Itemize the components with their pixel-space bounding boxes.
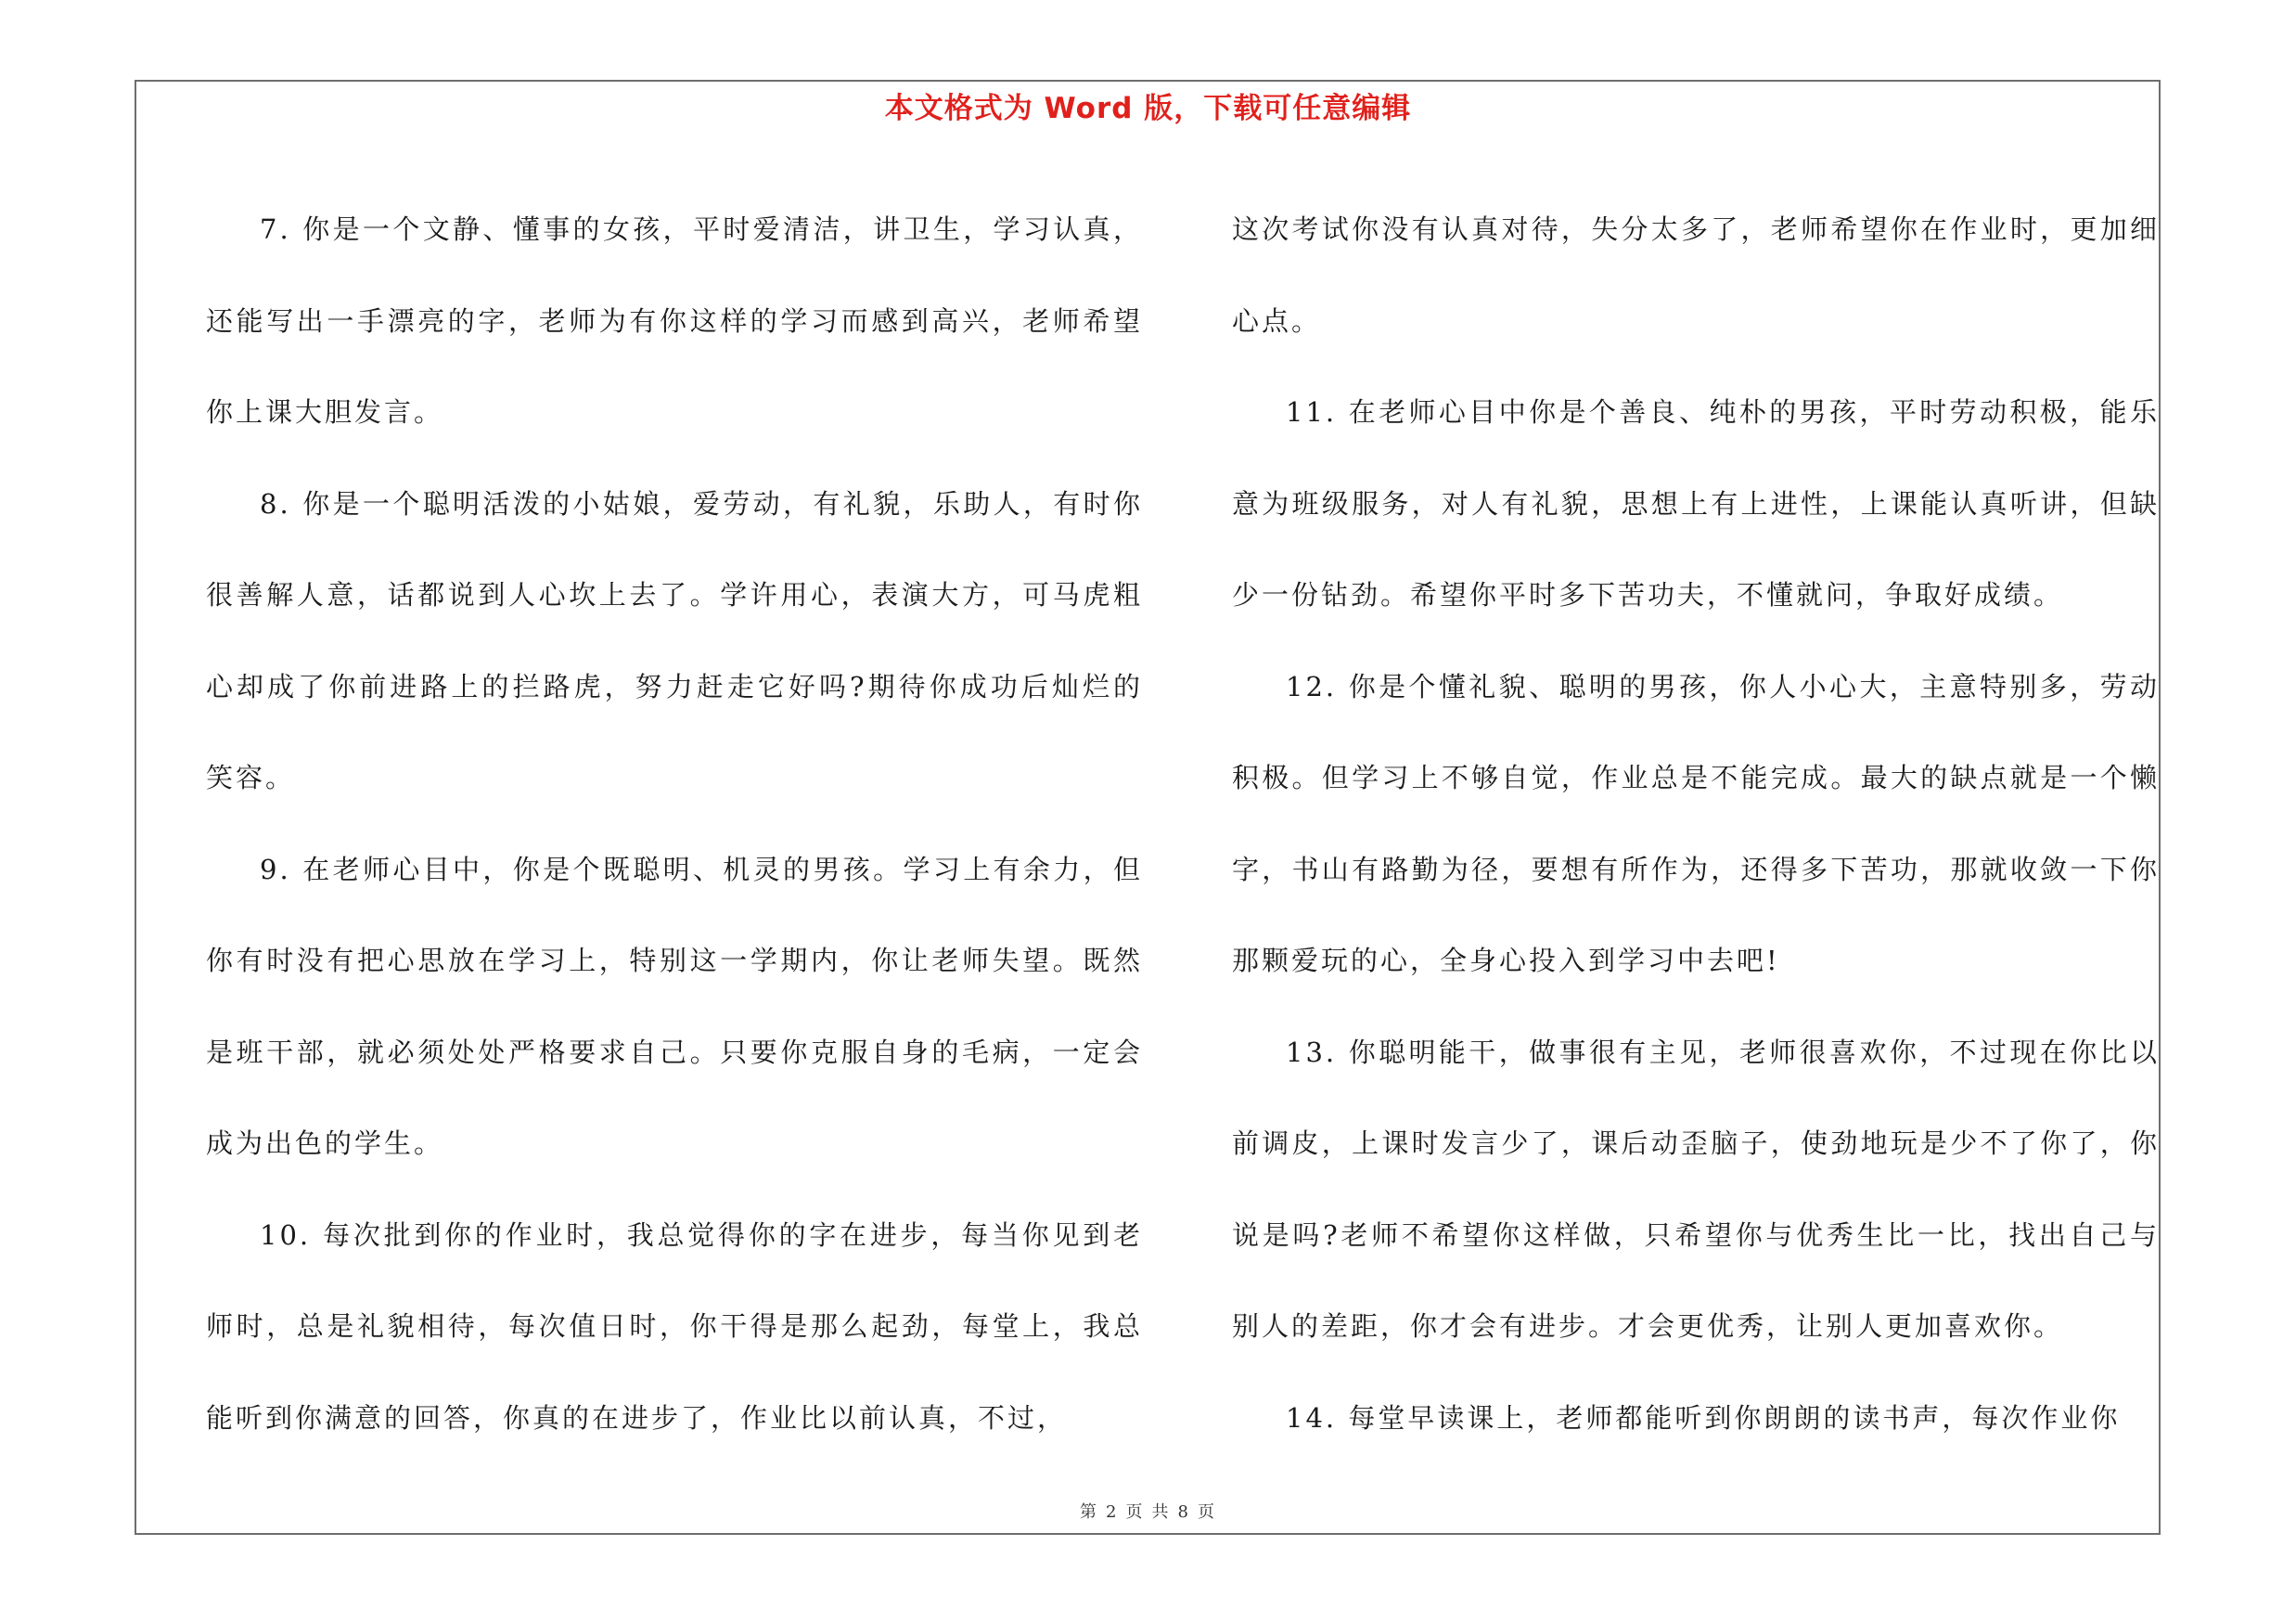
left-column [206, 184, 1143, 1446]
paragraph-8: 8. 你是一个聪明活泼的小姑娘，爱劳动，有礼貌，乐助人，有时你很善解人意，话都说到人心坎上去了。学许用心，表演大方，可马虎粗心却成了你前进路上的拦路虎，努力赶走它好吗?期待你成功后灿烂的笑容。 [206, 487, 1143, 793]
paragraph-14: 14. 每堂早读课上，老师都能听到你朗朗的读书声，每次作业你 [1286, 1401, 2121, 1434]
paragraph-12: 12. 你是个懂礼貌、聪明的男孩，你人小心大，主意特别多，劳动积极。但学习上不够自觉，作业总是不能完成。最大的缺点就是一个懒字，书山有路勤为径，要想有所作为，还得多下苦功，那就收敛一下你那颗爱玩的心，全身心投入到学习中去吧! [1232, 670, 2160, 976]
footer-total-pages: 8 [1177, 1502, 1190, 1522]
document-banner: 本文格式为 Word 版，下载可任意编辑 [884, 92, 1412, 125]
paragraph-10: 10. 每次批到你的作业时，我总觉得你的字在进步，每当你见到老师时，总是礼貌相待，每次值日时，你干得是那么起劲，每堂上，我总能听到你满意的回答，你真的在进步了，作业比以前认真，不过， [206, 1218, 1143, 1434]
footer-label-total: 共 [1151, 1502, 1171, 1522]
footer-current-page: 2 [1106, 1502, 1119, 1522]
paragraph-13: 13. 你聪明能干，做事很有主见，老师很喜欢你，不过现在你比以前调皮，上课时发言少了，课后动歪脑子，使劲地玩是少不了你了，你说是吗?老师不希望你这样做，只希望你与优秀生比一比，找出自己与别人的差距，你才会有进步。才会更优秀，让别人更加喜欢你。 [1232, 1036, 2160, 1342]
paragraph-11: 11. 在老师心目中你是个善良、纯朴的男孩，平时劳动积极，能乐意为班级服务，对人有礼貌，思想上有上进性，上课能认真听讲，但缺少一份钻劲。希望你平时多下苦功夫，不懂就问，争取好成绩。 [1232, 396, 2160, 611]
paragraph-9: 9. 在老师心目中，你是个既聪明、机灵的男孩。学习上有余力，但你有时没有把心思放在学习上，特别这一学期内，你让老师失望。既然是班干部，就必须处处严格要求自己。只要你克服自身的毛病，一定会成为出色的学生。 [206, 853, 1143, 1159]
right-column [1232, 184, 2160, 1446]
paragraph-7: 7. 你是一个文静、懂事的女孩，平时爱清洁，讲卫生，学习认真，还能写出一手漂亮的字，老师为有你这样的学习而感到高兴，老师希望你上课大胆发言。 [206, 213, 1143, 428]
footer-label-unit-2: 页 [1197, 1502, 1216, 1522]
footer-label-page: 第 [1080, 1502, 1099, 1522]
page-footer [0, 1499, 2296, 1523]
paragraph-10-continuation: 这次考试你没有认真对待，失分太多了，老师希望你在作业时，更加细心点。 [1232, 213, 2160, 337]
footer-label-unit: 页 [1125, 1502, 1145, 1522]
